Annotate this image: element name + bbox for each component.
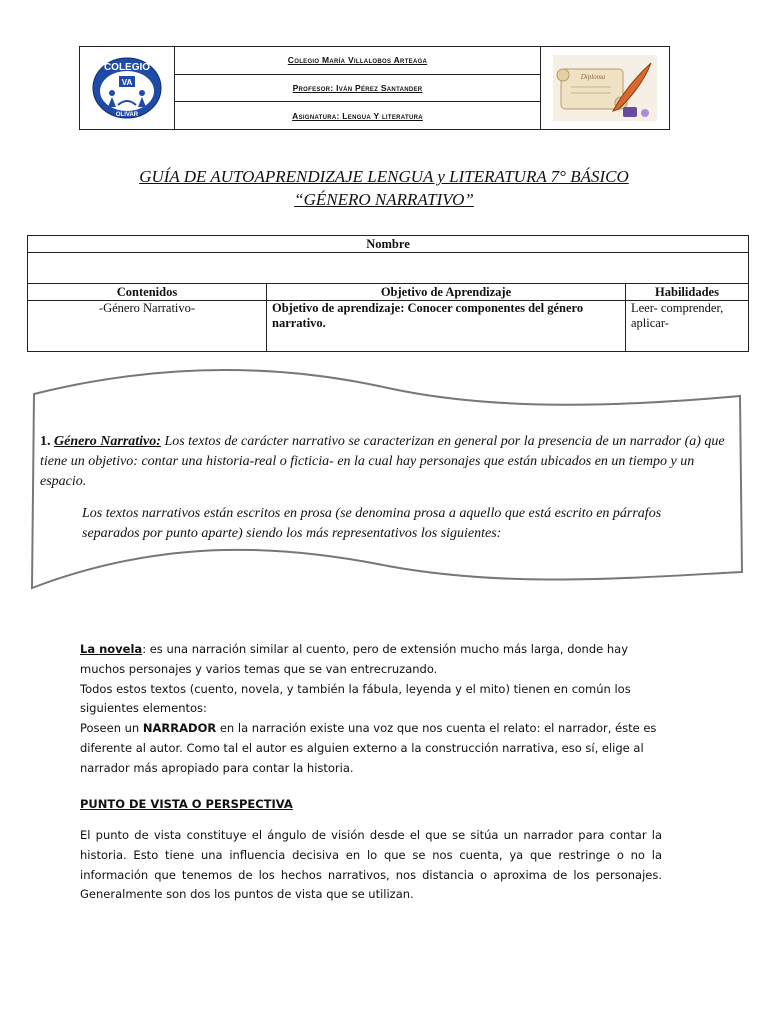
common-paragraph: Todos estos textos (cuento, novela, y también la fábula, leyenda y el mito) tienen en común los siguientes elementos:	[80, 681, 631, 716]
pov-paragraph: El punto de vista constituye el ángulo de visión desde el que se sitúa un narrador para contar la historia. Esto tiene una influencia decisiva en lo que se nos cuenta, ya que restringe o no la información que tenemos de los hechos narrativos, nos distancia o aproxima de los personajes. Generalmente son dos los puntos de vista que se utilizan.	[80, 828, 662, 902]
contents-header: Contenidos	[28, 284, 267, 301]
subject-name: Asignatura: Lengua Y literatura	[175, 101, 540, 129]
pov-heading: PUNTO DE VISTA O PERSPECTIVA	[80, 797, 293, 811]
body-section-1	[80, 640, 662, 779]
quill-scroll-icon	[553, 55, 657, 121]
banner-number: 1.	[40, 434, 51, 449]
narrator-text: en la narración existe una voz que nos cuenta el relato: el narrador, éste es diferente al autor. Como tal el autor es alguien externo a la construcción narrativa, eso sí, elige al narrador más apropiado para contar la historia.	[80, 721, 657, 775]
novela-text: : es una narración similar al cuento, pero de extensión mucho más larga, donde hay muchos personajes y varios temas que se van entrecruzando.	[80, 642, 628, 676]
header-image-cell	[541, 47, 669, 129]
document-header	[79, 46, 670, 130]
logo-text: COLEGIO	[103, 62, 151, 73]
contents-cell: -Género Narrativo-	[28, 301, 267, 352]
logo-initials: VA	[121, 78, 133, 87]
page-title: GUÍA DE AUTOAPRENDIZAJE LENGUA y LITERATURA 7° BÁSICO	[139, 167, 629, 186]
novela-paragraph	[80, 640, 662, 680]
banner-text-1: Los textos de carácter narrativo se caracterizan en general por la presencia de un narrador (a) que tiene un objetivo: contar una historia-real o ficticia- en la cual hay personajes que están ubicados en un tiempo y un espacio.	[40, 434, 725, 489]
school-name: Colegio María Villalobos Arteaga	[287, 55, 428, 66]
school-logo-cell	[80, 47, 175, 129]
scroll-caption: Diploma	[580, 73, 606, 81]
banner-term: Género Narrativo:	[54, 434, 161, 449]
section-heading	[80, 795, 662, 815]
school-logo	[92, 57, 162, 119]
name-header: Nombre	[28, 236, 749, 253]
narrator-term: NARRADOR	[142, 721, 217, 736]
banner-content	[40, 432, 730, 544]
narrator-pre: Poseen un	[80, 721, 143, 736]
objective-header: Objetivo de Aprendizaje	[267, 284, 626, 301]
objective-cell: Objetivo de aprendizaje: Conocer componentes del género narrativo.	[267, 301, 626, 352]
banner-paragraph-2: Los textos narrativos están escritos en prosa (se denomina prosa a aquello que está escrito en párrafos separados por punto aparte) siendo los más representativos los siguientes:	[82, 506, 662, 541]
pov-section	[80, 826, 662, 905]
teacher-name: Profesor: Iván Pérez Santander	[175, 74, 540, 102]
info-table	[27, 235, 749, 352]
skills-header: Habilidades	[626, 284, 749, 301]
header-info	[175, 47, 541, 129]
banner-paragraph-1	[40, 432, 730, 492]
skills-cell: Leer- comprender, aplicar-	[626, 301, 749, 352]
narrator-paragraph	[80, 719, 662, 778]
name-field[interactable]	[28, 253, 749, 284]
logo-bottom-text: OLIVAR	[115, 112, 139, 118]
page-subtitle: “GÉNERO NARRATIVO”	[294, 190, 474, 209]
novela-term: La novela	[80, 642, 143, 656]
